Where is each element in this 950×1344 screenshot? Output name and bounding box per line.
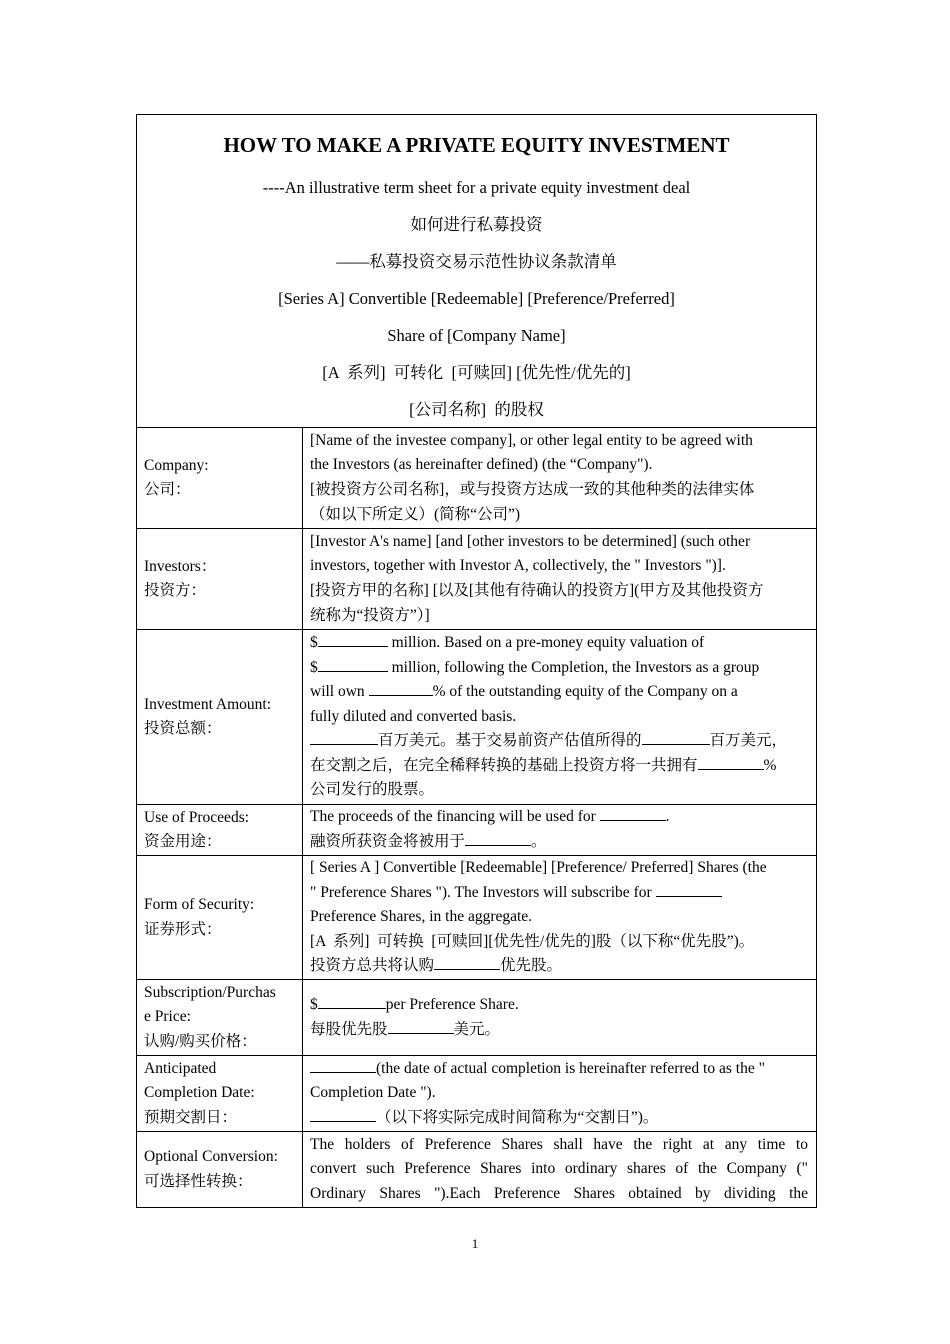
optional-conversion-label-cn: 可选择性转换：: [144, 1172, 253, 1190]
text: 每股优先股: [310, 1020, 388, 1038]
use-of-proceeds-content: [303, 805, 817, 856]
subscription-price-content: [303, 980, 817, 1056]
dollar-sign: $: [310, 633, 318, 651]
use-of-proceeds-label: [137, 805, 303, 856]
cn-subtitle: ——私募投资交易示范性协议条款清单: [336, 252, 617, 271]
proceeds-blank: [600, 806, 666, 821]
investment-amount-en-line1: [310, 631, 808, 656]
investors-label-en: Investors：: [144, 557, 217, 575]
subscription-price-en: [310, 993, 808, 1018]
text: million. Based on a pre-money equity valuation of: [387, 633, 705, 651]
completion-date-label: [137, 1056, 303, 1132]
use-of-proceeds-row: [137, 805, 817, 856]
investment-amount-cn-line3: 公司发行的股票。: [310, 781, 435, 799]
completion-date-en-line1: [310, 1057, 808, 1082]
cn-percent-blank: [698, 755, 764, 770]
text: 美元。: [453, 1020, 501, 1038]
form-of-security-en-line3: Preference Shares, in the aggregate.: [310, 908, 533, 926]
investors-en-line2: investors, together with Investor A, collectively, the " Investors ")].: [310, 557, 726, 575]
text: million, following the Completion, the Investors as a group: [387, 658, 760, 676]
optional-conversion-line1: The holders of Preference Shares shall have the right at any time to: [310, 1135, 808, 1153]
company-en-line1: [Name of the investee company], or other legal entity to be agreed with: [310, 431, 753, 449]
form-of-security-row: [137, 856, 817, 980]
investors-cn-line2: 统称为“投资方”）]: [310, 606, 430, 624]
cn-proceeds-blank: [465, 831, 531, 846]
investors-row: [137, 529, 817, 630]
company-content: [303, 428, 817, 529]
form-of-security-label-cn: 证券形式：: [144, 920, 222, 938]
form-of-security-cn-line1: [A 系列] 可转换 [可赎回][优先性/优先的]股（以下称“优先股”)。: [310, 932, 755, 950]
investors-label: [137, 529, 303, 630]
share-description-line1: [Series A] Convertible [Redeemable] [Preference/Preferred]: [278, 289, 675, 308]
form-of-security-label-en: Form of Security:: [144, 896, 255, 913]
percent-blank: [369, 681, 433, 696]
shares-blank: [656, 882, 722, 897]
completion-date-content: [303, 1056, 817, 1132]
cn-title: 如何进行私募投资: [410, 215, 543, 234]
page-number: 1: [471, 1236, 479, 1251]
completion-date-cn: [310, 1106, 808, 1131]
optional-conversion-line2: convert such Preference Shares into ordinary shares of the Company (": [310, 1160, 808, 1178]
text: per Preference Share.: [385, 995, 519, 1013]
subscription-price-label-line1: Subscription/Purchas: [144, 983, 276, 1001]
date-blank: [310, 1058, 376, 1073]
form-of-security-label: [137, 856, 303, 980]
completion-date-label-line1: Anticipated: [144, 1059, 217, 1077]
investment-amount-en-line3: [310, 680, 808, 705]
company-label-en: Company:: [144, 456, 209, 474]
text: (the date of actual completion is hereinafter referred to as the ": [376, 1059, 765, 1077]
company-label: [137, 428, 303, 529]
subscription-price-label-line2: e Price:: [144, 1008, 191, 1026]
subscription-price-row: [137, 980, 817, 1056]
use-of-proceeds-label-cn: 资金用途：: [144, 833, 222, 850]
text: 融资所获资金将被用于: [310, 833, 466, 850]
subscription-price-label: [137, 980, 303, 1056]
form-of-security-content: [303, 856, 817, 980]
subscription-price-label-cn: 认购/购买价格：: [144, 1032, 257, 1050]
optional-conversion-line3: Ordinary Shares ").Each Preference Shares obtained by dividing the: [310, 1184, 808, 1202]
text: 在交割之后，在完全稀释转换的基础上投资方将一共拥有: [310, 756, 698, 774]
investment-amount-content: [303, 630, 817, 805]
investment-amount-label: [137, 630, 303, 805]
investors-cn-line1: [投资方甲的名称] [以及[其他有待确认的投资方](甲方及其他投资方: [310, 582, 764, 599]
header-cell: [137, 115, 817, 428]
investment-amount-en-line4: fully diluted and converted basis.: [310, 707, 517, 725]
use-of-proceeds-cn: [310, 830, 808, 855]
text: % of the outstanding equity of the Company on a: [432, 683, 738, 701]
form-of-security-en-line1: [ Series A ] Convertible [Redeemable] [Preference/ Preferred] Shares (the: [310, 859, 767, 877]
dollar-sign: $: [310, 658, 318, 676]
optional-conversion-label: [137, 1132, 303, 1208]
document-subtitle: ----An illustrative term sheet for a private equity investment deal: [262, 178, 691, 197]
price-blank: [318, 994, 386, 1009]
investment-amount-cn-line1: [310, 729, 808, 754]
use-of-proceeds-label-en: Use of Proceeds:: [144, 808, 250, 826]
optional-conversion-content: [303, 1132, 817, 1208]
header-row: [137, 115, 817, 428]
form-of-security-cn-line2: [310, 954, 808, 979]
text: （以下将实际完成时间简称为“交割日”)。: [376, 1108, 659, 1126]
investment-amount-cn-line2: [310, 754, 808, 779]
investment-amount-label-cn: 投资总额：: [144, 720, 222, 737]
cn-date-blank: [310, 1107, 376, 1122]
investors-content: [303, 529, 817, 630]
cn-amount-blank: [310, 730, 378, 745]
document-title: HOW TO MAKE A PRIVATE EQUITY INVESTMENT: [223, 133, 730, 157]
cn-valuation-blank: [642, 730, 710, 745]
completion-date-label-line2: Completion Date:: [144, 1084, 255, 1102]
company-cn-line2: （如以下所定义）(简称“公司”): [310, 505, 521, 523]
text: will own: [310, 683, 369, 701]
text: " Preference Shares "). The Investors will subscribe for: [310, 883, 656, 901]
completion-date-row: [137, 1056, 817, 1132]
investment-amount-row: [137, 630, 817, 805]
cn-shares-blank: [434, 955, 500, 970]
company-en-line2: the Investors (as hereinafter defined) (the “Company").: [310, 456, 653, 474]
valuation-blank: [318, 657, 388, 672]
text: 投资方总共将认购: [310, 957, 435, 975]
optional-conversion-label-en: Optional Conversion:: [144, 1148, 278, 1165]
text: 百万美元，: [709, 732, 788, 750]
share-description-line2: Share of [Company Name]: [387, 326, 566, 345]
cn-price-blank: [388, 1019, 454, 1034]
amount-blank: [318, 632, 388, 647]
investors-label-cn: 投资方：: [144, 582, 207, 599]
text: .: [665, 808, 670, 826]
company-cn-line1: [被投资方公司名称]，或与投资方达成一致的其他种类的法律实体: [310, 481, 755, 498]
optional-conversion-row: [137, 1132, 817, 1208]
use-of-proceeds-en: [310, 805, 808, 830]
company-row: [137, 428, 817, 529]
term-sheet-table: [136, 114, 817, 1208]
text: 优先股。: [500, 957, 563, 975]
investment-amount-label-en: Investment Amount:: [144, 695, 272, 713]
subscription-price-cn: [310, 1018, 808, 1043]
cn-share-description-line1: [A 系列] 可转化 [可赎回] [优先性/优先的]: [322, 363, 631, 382]
text: 百万美元。基于交易前资产估值所得的: [378, 732, 642, 750]
dollar-sign: $: [310, 995, 318, 1013]
investment-amount-en-line2: [310, 656, 808, 681]
company-label-cn: 公司：: [144, 481, 191, 498]
text: The proceeds of the financing will be used for: [310, 808, 600, 826]
completion-date-en-line2: Completion Date ").: [310, 1084, 436, 1102]
investors-en-line1: [Investor A's name] [and [other investors to be determined] (such other: [310, 532, 751, 550]
completion-date-label-cn: 预期交割日：: [144, 1108, 238, 1126]
form-of-security-en-line2: [310, 881, 808, 906]
text: 。: [531, 833, 547, 850]
text: %: [763, 756, 777, 774]
cn-share-description-line2: [公司名称] 的股权: [409, 400, 544, 419]
